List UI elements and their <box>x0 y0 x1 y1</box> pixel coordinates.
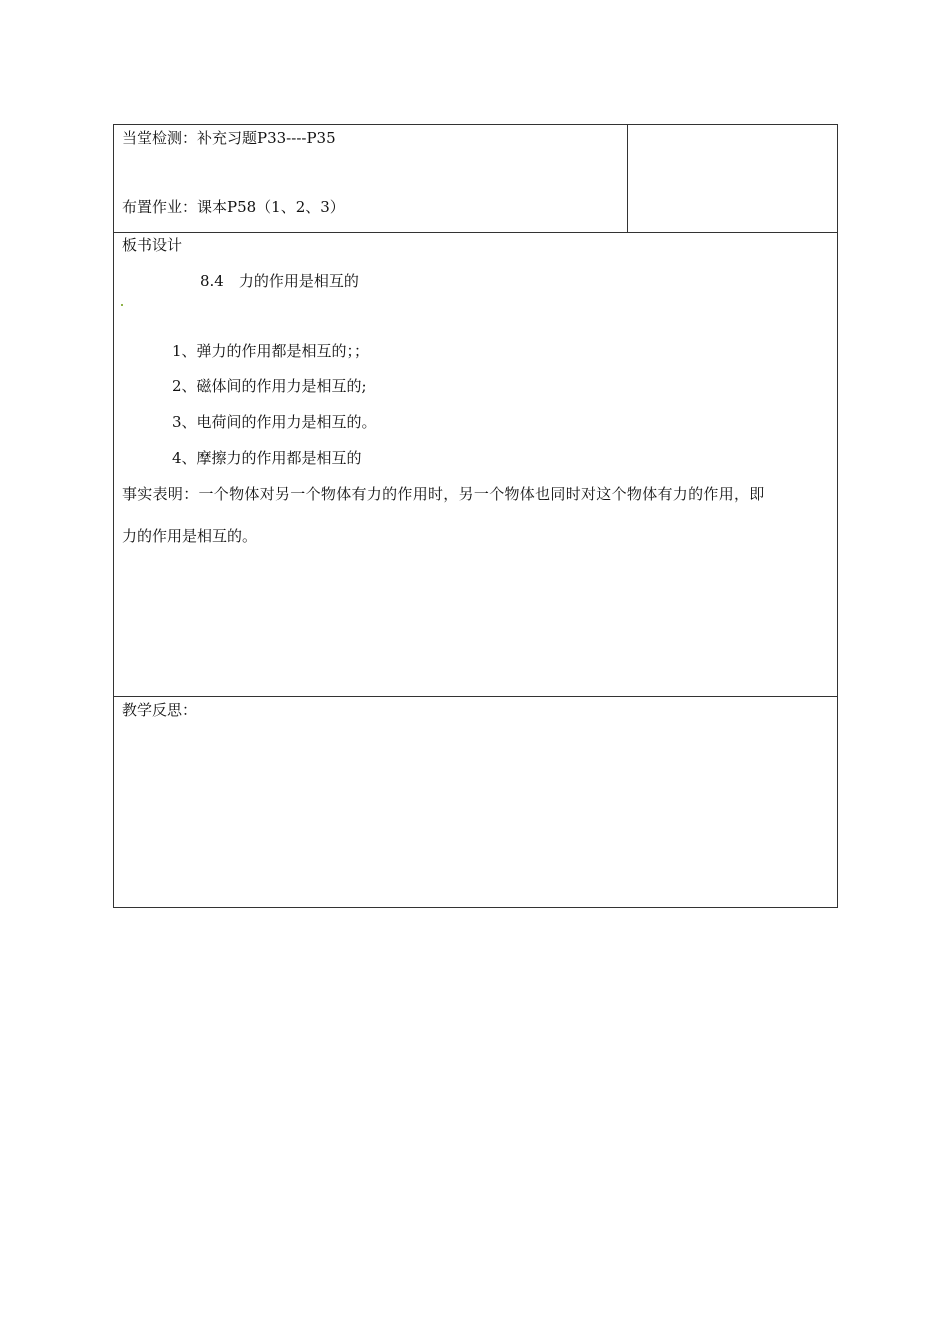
board-heading: 板书设计 <box>122 236 183 254</box>
board-item-4: 4、摩擦力的作用都是相互的 <box>172 449 362 467</box>
reflection-heading: 教学反思： <box>122 701 198 719</box>
homework-label: 布置作业：课本P58（1、2、3） <box>122 198 345 216</box>
section-title: 8.4 力的作用是相互的 <box>200 272 359 290</box>
conclusion-line-2: 力的作用是相互的。 <box>122 527 258 545</box>
board-item-1: 1、弹力的作用都是相互的；； <box>172 342 370 360</box>
check-label: 当堂检测：补充习题P33----P35 <box>122 129 336 147</box>
blank-side-cell <box>627 124 838 233</box>
stray-mark <box>121 304 123 306</box>
conclusion-line-1: 事实表明：一个物体对另一个物体有力的作用时，另一个物体也同时对这个物体有力的作用，即 <box>122 485 765 503</box>
reflection-cell <box>113 696 838 908</box>
board-item-3: 3、电荷间的作用力是相互的。 <box>172 413 377 431</box>
board-item-2: 2、磁体间的作用力是相互的; <box>172 377 367 395</box>
